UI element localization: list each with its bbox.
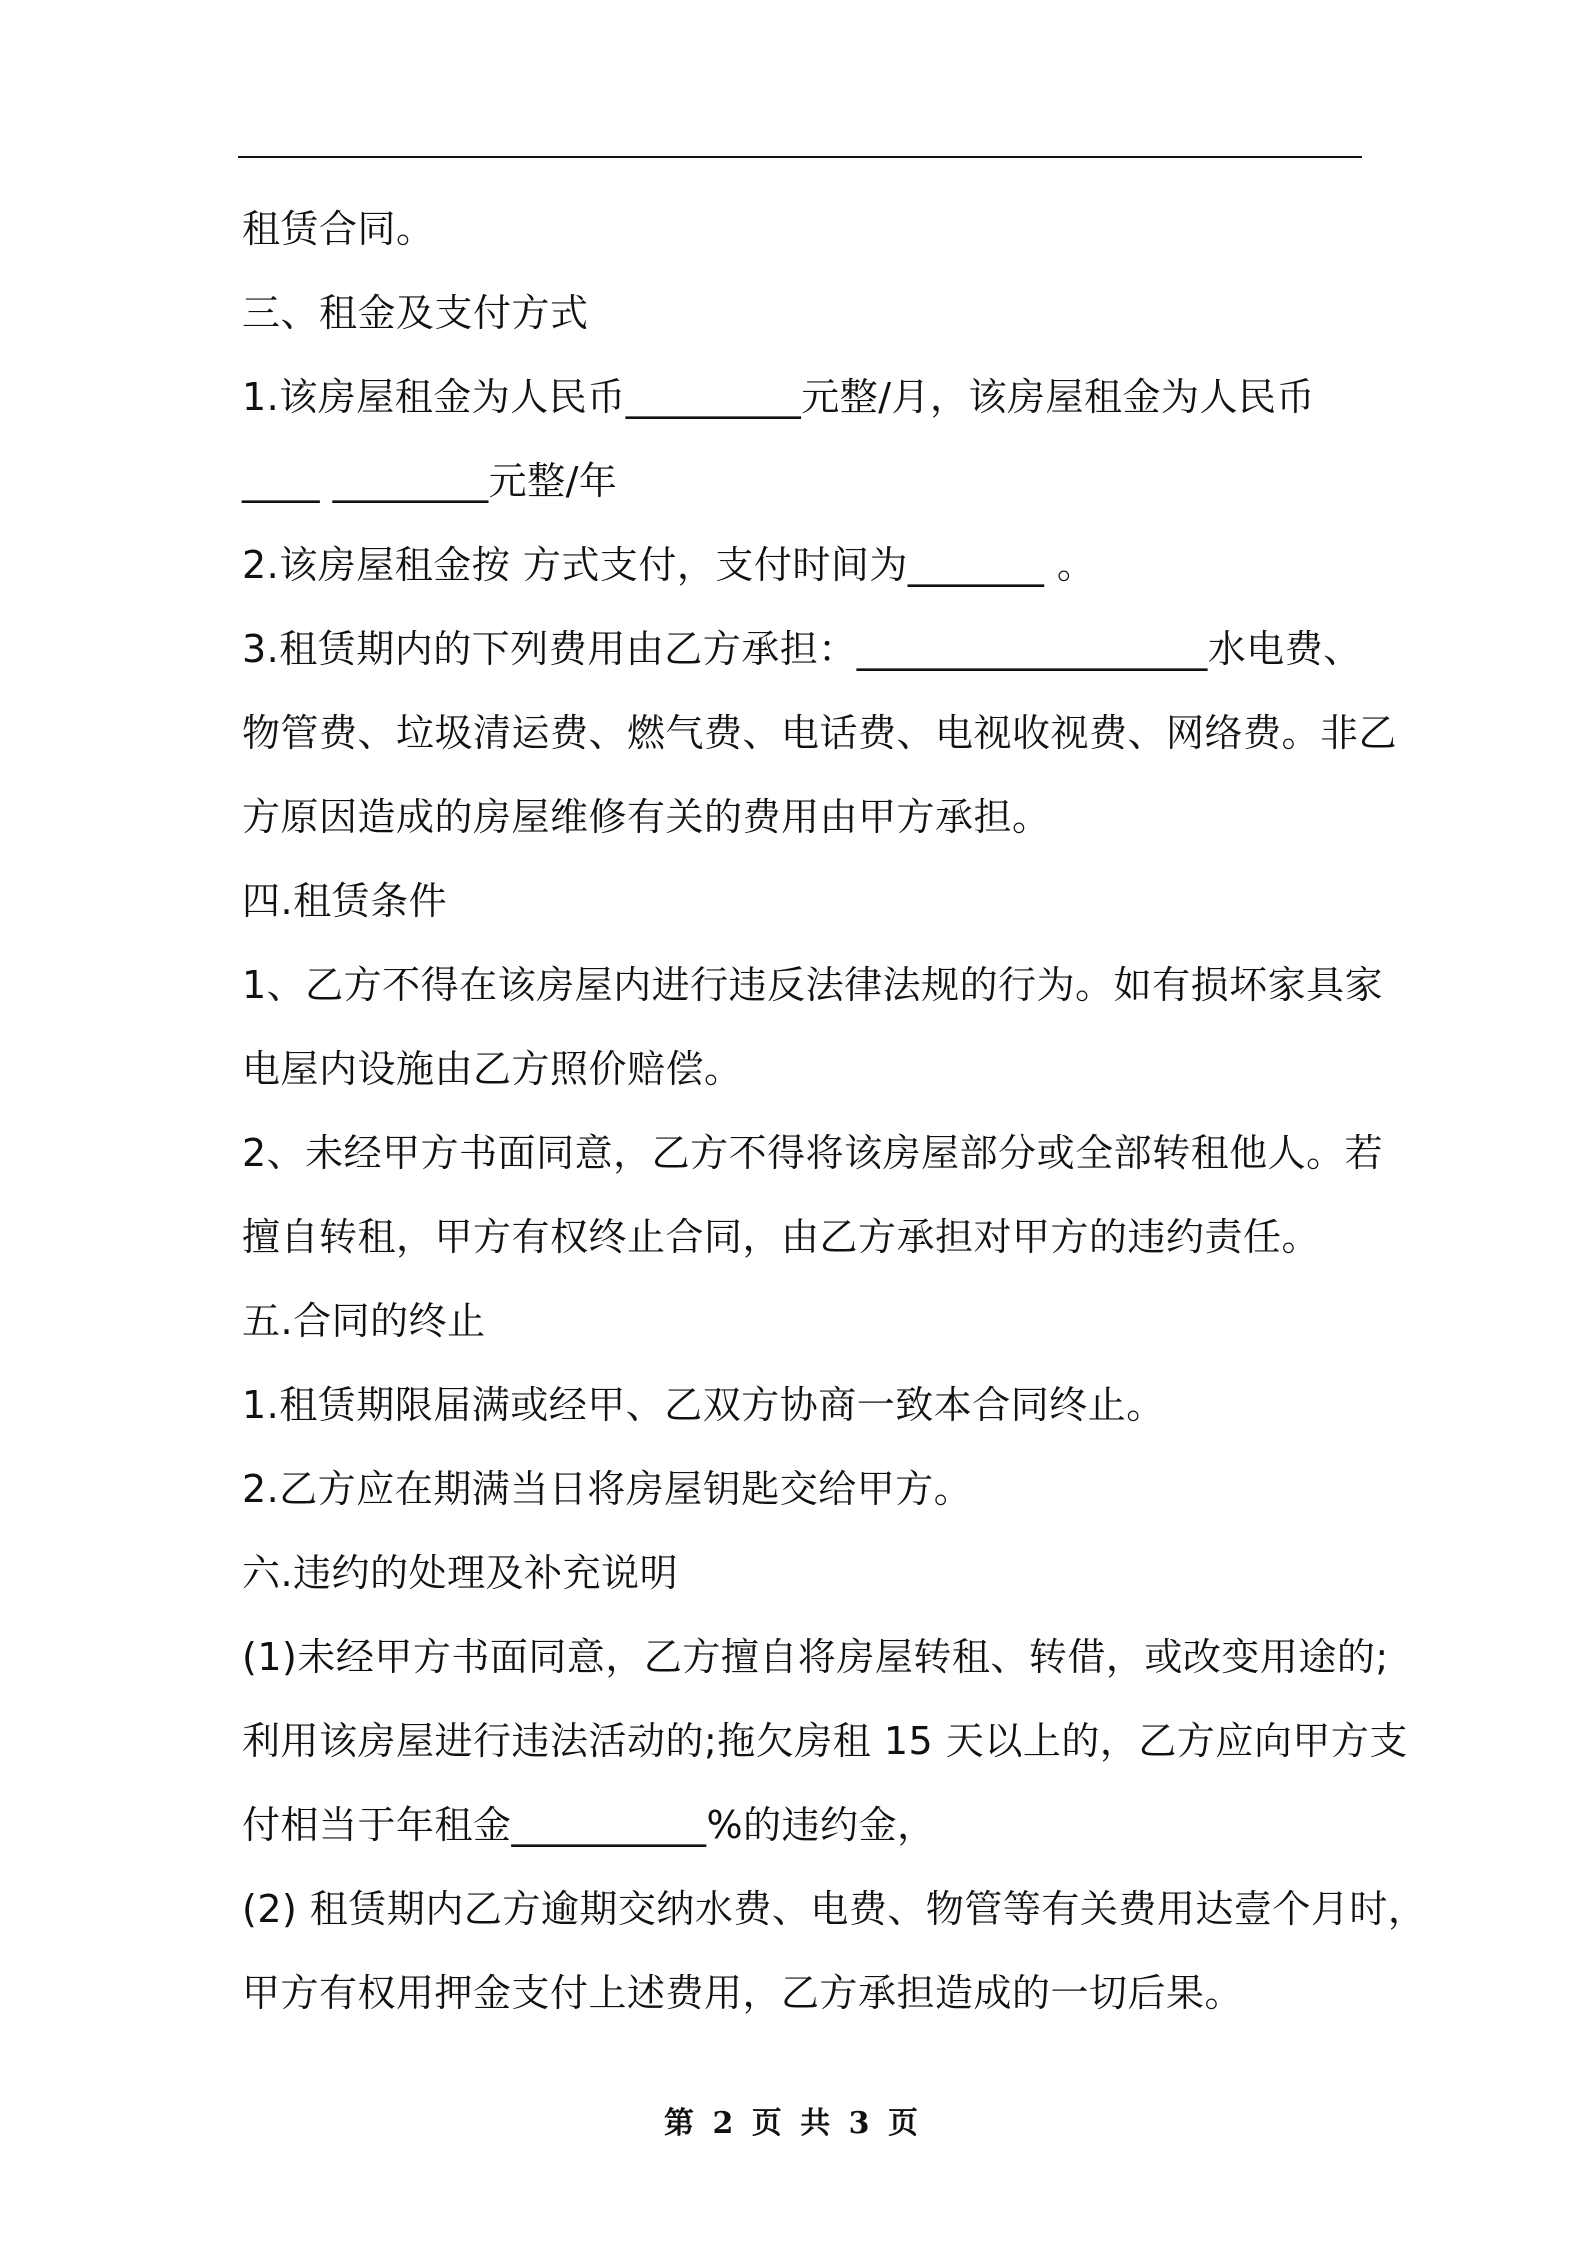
header-rule — [238, 156, 1362, 158]
body-line: 电屋内设施由乙方照价赔偿。 — [242, 1047, 743, 1091]
body-line: (1)未经甲方书面同意，乙方擅自将房屋转租、转借，或改变用途的; — [242, 1635, 1389, 1679]
section-heading: 六.违约的处理及补充说明 — [242, 1551, 679, 1595]
body-line: 2.乙方应在期满当日将房屋钥匙交给甲方。 — [242, 1467, 973, 1511]
body-line: (2) 租赁期内乙方逾期交纳水费、电费、物管等有关费用达壹个月时， — [242, 1887, 1427, 1931]
body-line: 租赁合同。 — [242, 207, 435, 251]
body-line: 方原因造成的房屋维修有关的费用由甲方承担。 — [242, 795, 1051, 839]
body-line: 利用该房屋进行违法活动的;拖欠房租 15 天以上的，乙方应向甲方支 — [242, 1719, 1408, 1763]
section-heading: 五.合同的终止 — [242, 1299, 486, 1343]
body-line: 1.租赁期限届满或经甲、乙双方协商一致本合同终止。 — [242, 1383, 1165, 1427]
body-line: ____ ________元整/年 — [242, 459, 618, 503]
body-line: 1.该房屋租金为人民币_________元整/月，该房屋租金为人民币 — [242, 375, 1316, 419]
document-body — [242, 198, 1427, 2046]
body-line: 付相当于年租金__________%的违约金， — [242, 1803, 936, 1847]
body-line: 2.该房屋租金按 方式支付，支付时间为_______ 。 — [242, 543, 1096, 587]
body-line: 物管费、垃圾清运费、燃气费、电话费、电视收视费、网络费。非乙 — [242, 711, 1398, 755]
section-heading: 三、租金及支付方式 — [242, 291, 589, 335]
section-heading: 四.租赁条件 — [242, 879, 448, 923]
body-line: 3.租赁期内的下列费用由乙方承担：__________________水电费、 — [242, 627, 1362, 671]
page-number: 第 2 页 共 3 页 — [664, 2106, 922, 2141]
body-line: 甲方有权用押金支付上述费用，乙方承担造成的一切后果。 — [242, 1971, 1244, 2015]
body-line: 擅自转租，甲方有权终止合同，由乙方承担对甲方的违约责任。 — [242, 1215, 1321, 1259]
body-line: 1、乙方不得在该房屋内进行违反法律法规的行为。如有损坏家具家 — [242, 963, 1384, 1007]
body-line: 2、未经甲方书面同意，乙方不得将该房屋部分或全部转租他人。若 — [242, 1131, 1384, 1175]
